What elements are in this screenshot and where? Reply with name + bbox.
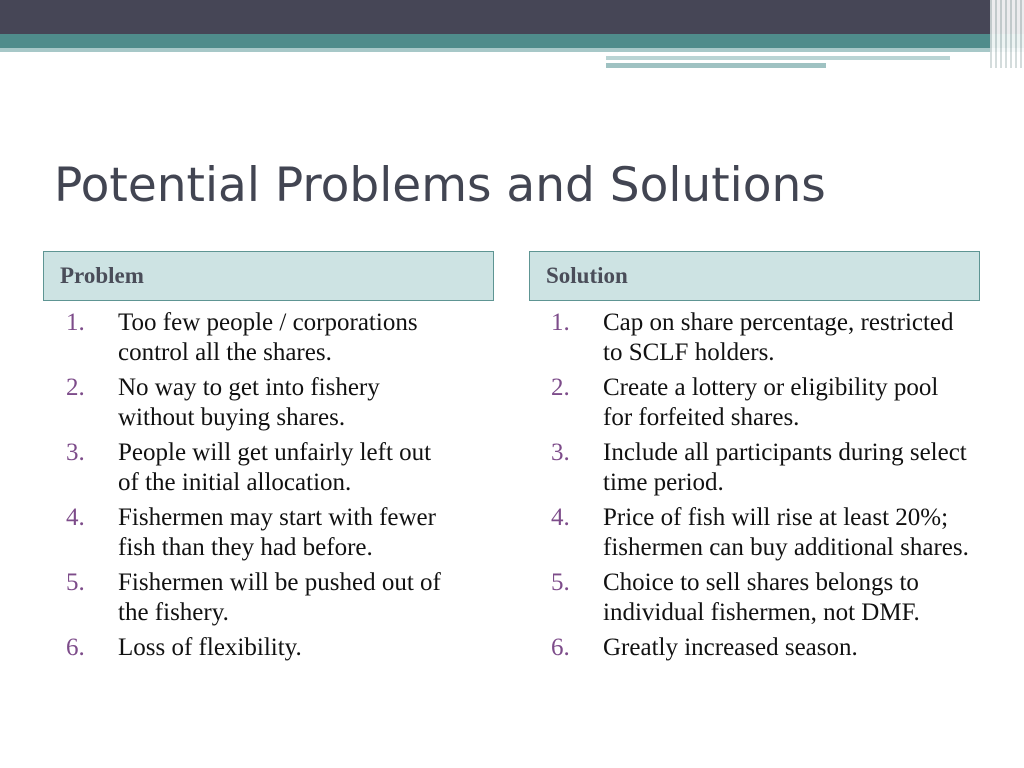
solution-item xyxy=(551,633,971,663)
item-number: 4. xyxy=(66,504,85,531)
item-number: 5. xyxy=(551,569,570,596)
item-number: 5. xyxy=(66,569,85,596)
teal-band xyxy=(0,34,1024,48)
item-text: Cap on share percentage, restricted to SCLF holders. xyxy=(603,309,954,366)
item-number: 1. xyxy=(551,309,570,336)
item-number: 2. xyxy=(66,374,85,401)
problem-item xyxy=(66,503,456,563)
item-text: Fishermen will be pushed out of the fishery. xyxy=(118,569,441,626)
item-text: Loss of flexibility. xyxy=(118,634,302,661)
item-text: Create a lottery or eligibility pool for forfeited shares. xyxy=(603,374,939,431)
solution-item xyxy=(551,568,971,628)
problem-header: Problem xyxy=(43,251,494,301)
item-number: 6. xyxy=(66,634,85,661)
item-text: No way to get into fishery without buying shares. xyxy=(118,374,380,431)
problem-item xyxy=(66,633,456,663)
solution-item xyxy=(551,373,971,433)
item-text: Fishermen may start with fewer fish than they had before. xyxy=(118,504,436,561)
problem-list xyxy=(66,308,456,668)
accent-line xyxy=(606,56,950,60)
solution-list xyxy=(551,308,971,668)
accent-line xyxy=(606,63,826,68)
solution-item xyxy=(551,503,971,563)
item-number: 4. xyxy=(551,504,570,531)
item-number: 2. xyxy=(551,374,570,401)
solution-header: Solution xyxy=(529,251,980,301)
item-text: Include all participants during select time period. xyxy=(603,439,967,496)
item-text: Too few people / corporations control all the shares. xyxy=(118,309,418,366)
item-number: 3. xyxy=(551,439,570,466)
item-number: 6. xyxy=(551,634,570,661)
item-number: 1. xyxy=(66,309,85,336)
problem-item xyxy=(66,308,456,368)
problem-item xyxy=(66,568,456,628)
slide-title: Potential Problems and Solutions xyxy=(54,158,826,213)
item-number: 3. xyxy=(66,439,85,466)
item-text: People will get unfairly left out of the initial allocation. xyxy=(118,439,432,496)
problem-item xyxy=(66,438,456,498)
decorative-stripes xyxy=(990,0,1024,68)
solution-item xyxy=(551,308,971,368)
top-bar xyxy=(0,0,1024,34)
problem-item xyxy=(66,373,456,433)
item-text: Greatly increased season. xyxy=(603,634,858,661)
item-text: Choice to sell shares belongs to individual fishermen, not DMF. xyxy=(603,569,920,626)
light-band xyxy=(0,48,1024,52)
solution-item xyxy=(551,438,971,498)
item-text: Price of fish will rise at least 20%; fishermen can buy additional shares. xyxy=(603,504,969,561)
